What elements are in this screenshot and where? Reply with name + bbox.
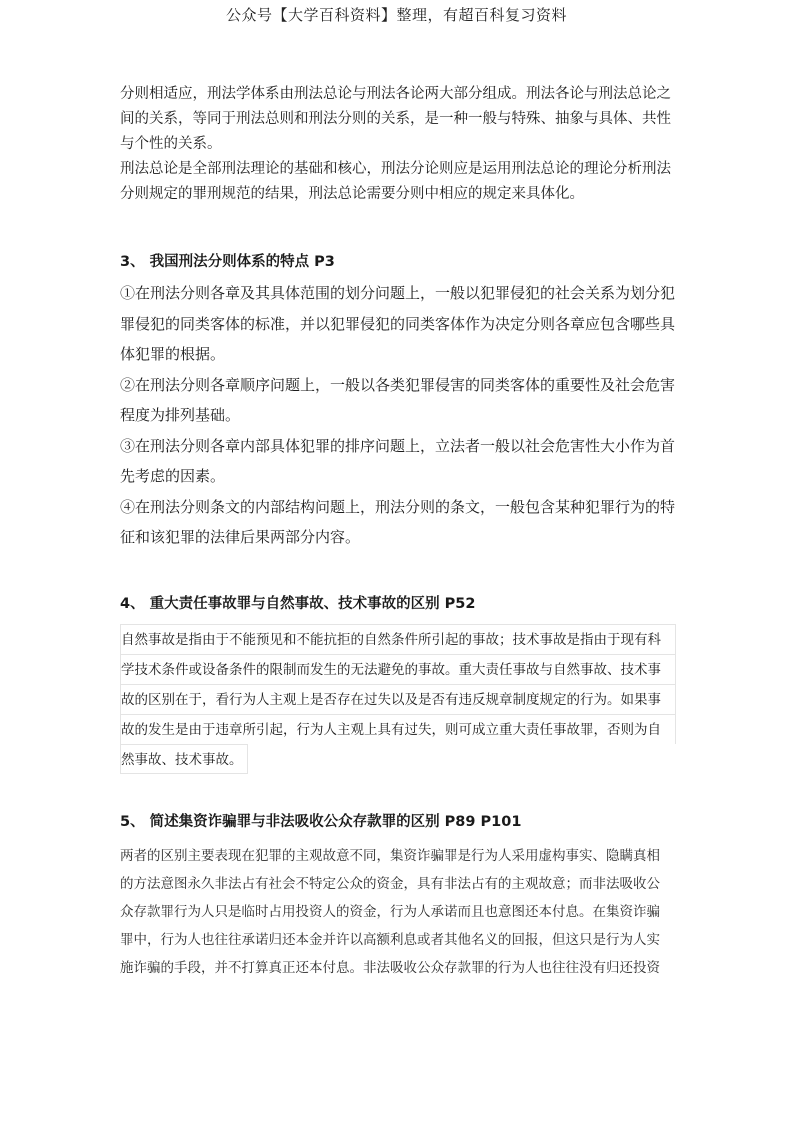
section-3 (120, 250, 676, 553)
section-5-title: 5、 简述集资诈骗罪与非法吸收公众存款罪的区别 P89 P101 (120, 814, 522, 830)
section-3-point: ①在刑法分则各章及其具体范围的划分问题上，一般以犯罪侵犯的社会关系为划分犯罪侵犯的同类客体的标准，并以犯罪侵犯的同类客体作为决定分则各章应包含哪些具体犯罪的根据。 (120, 284, 676, 363)
section-3-title: 3、 我国刑法分则体系的特点 P3 (120, 254, 335, 270)
section-3-point: ③在刑法分则各章内部具体犯罪的排序问题上，立法者一般以社会危害性大小作为首先考虑的因素。 (120, 436, 676, 485)
section-4-line: 故的发生是由于违章所引起，行为人主观上具有过失，则可成立重大责任事故罪，否则为自 (120, 714, 676, 744)
intro-paragraph: 分则相适应，刑法学体系由刑法总论与刑法各论两大部分组成。刑法各论与刑法总论之间的关系，等同于刑法总则和刑法分则的关系，是一种一般与特殊、抽象与具体、共性与个性的关系。 (120, 86, 671, 152)
section-4-line: 故的区别在于，看行为人主观上是否存在过失以及是否有违反规章制度规定的行为。如果事 (120, 684, 676, 714)
section-5-line: 两者的区别主要表现在犯罪的主观故意不同，集资诈骗罪是行为人采用虚构事实、隐瞒真相 (120, 848, 660, 864)
section-4-line: 然事故、技术事故。 (120, 744, 248, 774)
section-4-title: 4、 重大责任事故罪与自然事故、技术事故的区别 P52 (120, 596, 476, 612)
intro-paragraph: 刑法总论是全部刑法理论的基础和核心，刑法分论则应是运用刑法总论的理论分析刑法分则规定的罪刑规范的结果，刑法总论需要分则中相应的规定来具体化。 (120, 161, 671, 202)
section-5 (120, 810, 676, 982)
section-4-body (120, 624, 676, 778)
section-3-point: ④在刑法分则条文的内部结构问题上，刑法分则的条文，一般包含某种犯罪行为的特征和该犯罪的法律后果两部分内容。 (120, 497, 676, 546)
section-3-point: ②在刑法分则各章顺序问题上，一般以各类犯罪侵害的同类客体的重要性及社会危害程度为排列基础。 (120, 375, 676, 424)
section-5-body (120, 842, 676, 982)
intro-block (120, 82, 676, 207)
page-header: 公众号【大学百科资料】整理，有超百科复习资料 (225, 6, 567, 24)
section-5-line: 的方法意图永久非法占有社会不特定公众的资金，具有非法占有的主观故意；而非法吸收公 (120, 876, 660, 892)
section-4 (120, 592, 676, 778)
section-5-line: 众存款罪行为人只是临时占用投资人的资金，行为人承诺而且也意图还本付息。在集资诈骗 (120, 904, 660, 920)
section-5-line: 罪中，行为人也往往承诺归还本金并许以高额利息或者其他名义的回报，但这只是行为人实 (120, 932, 660, 948)
section-5-line: 施诈骗的手段，并不打算真正还本付息。非法吸收公众存款罪的行为人也往往没有归还投资 (120, 960, 660, 976)
section-4-line: 学技术条件或设备条件的限制而发生的无法避免的事故。重大责任事故与自然事故、技术事 (120, 654, 676, 684)
section-4-line: 自然事故是指由于不能预见和不能抗拒的自然条件所引起的事故；技术事故是指由于现有科 (120, 624, 676, 654)
